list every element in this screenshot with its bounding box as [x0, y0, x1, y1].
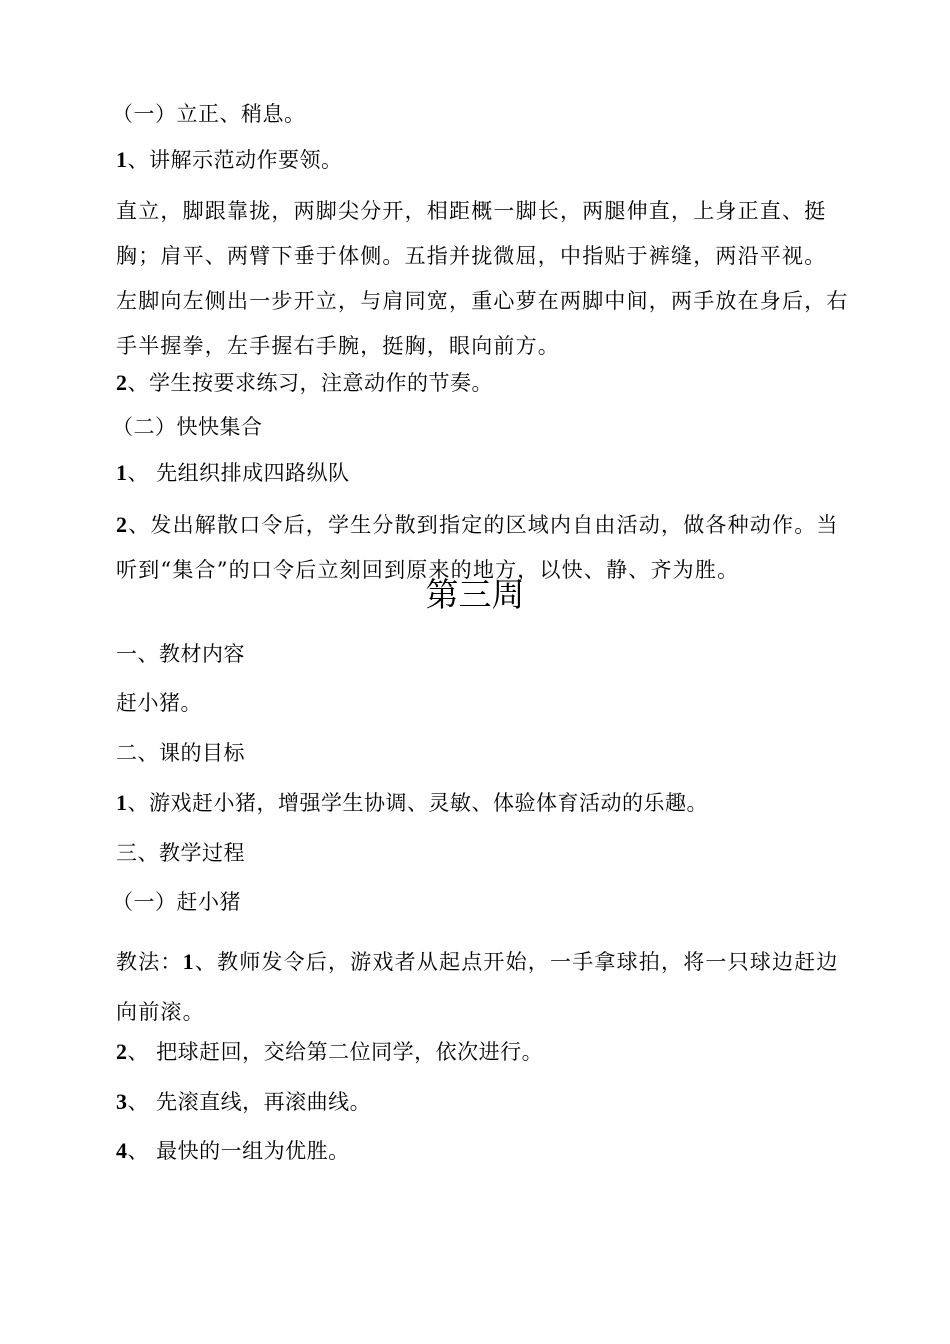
method-label: 教法： [116, 950, 183, 974]
paragraph-step-2 [116, 1037, 856, 1067]
paragraph-step-4 [116, 1136, 856, 1166]
section-heading: 一、教材内容 [116, 642, 245, 666]
paragraph-attention-stance: 直立，脚跟靠拢，两脚尖分开，相距概一脚长，两腿伸直，上身正直、挺胸；肩平、两臂下垂于体侧。五指并拢微屈，中指贴于裤缝，两沿平视。 [116, 199, 827, 268]
subsection-heading: （一）立正、稍息。 [112, 102, 306, 126]
paragraph-method [116, 937, 856, 1037]
step-number: 2 [116, 512, 129, 537]
week-heading: 第三周 [425, 575, 525, 614]
paragraph-step-2 [116, 368, 856, 398]
section-heading: 三、教学过程 [116, 841, 245, 865]
paragraph-step-1 [116, 145, 856, 175]
step-number: 1 [116, 790, 128, 815]
step-number: 2 [116, 1039, 128, 1064]
step-text: 、教师发令后，游戏者从起点开始，一手拿球拍，将一只球边赶边向前滚。 [116, 950, 839, 1024]
section-heading: 二、课的目标 [116, 741, 245, 765]
step-text: 、 最快的一组为优胜。 [127, 1139, 350, 1163]
step-number: 4 [116, 1138, 128, 1163]
step-number: 1 [182, 949, 195, 974]
paragraph-step-1 [116, 458, 856, 488]
subsection-heading: （一）赶小猪 [112, 890, 241, 914]
step-number: 1 [116, 460, 128, 485]
step-text: 、学生按要求练习，注意动作的节奏。 [127, 371, 493, 395]
paragraph-content: 赶小猪。 [116, 691, 202, 715]
step-number: 1 [116, 147, 128, 172]
step-text: 、 把球赶回，交给第二位同学，依次进行。 [127, 1040, 544, 1064]
step-number: 3 [116, 1089, 128, 1114]
subsection-heading: （二）快快集合 [112, 415, 263, 439]
step-text: 、 先滚直线，再滚曲线。 [127, 1090, 372, 1114]
paragraph-goal [116, 788, 856, 818]
step-text: 、讲解示范动作要领。 [127, 148, 343, 172]
step-text: 、 先组织排成四路纵队 [127, 461, 350, 485]
paragraph-step-3 [116, 1087, 856, 1117]
paragraph-at-ease-stance: 左脚向左侧出一步开立，与肩同宽，重心萝在两脚中间，两手放在身后，右手半握拳，左手握右手腕，挺胸，眼向前方。 [116, 289, 849, 358]
step-number: 2 [116, 370, 128, 395]
step-text: 、发出解散口令后，学生分散到指定的区域内自由活动，做各种动作。当听到“集合”的口令后立刻回到原来的地方，以快、静、齐为胜。 [116, 513, 839, 582]
step-text: 、游戏赶小猪，增强学生协调、灵敏、体验体育活动的乐趣。 [127, 791, 708, 815]
